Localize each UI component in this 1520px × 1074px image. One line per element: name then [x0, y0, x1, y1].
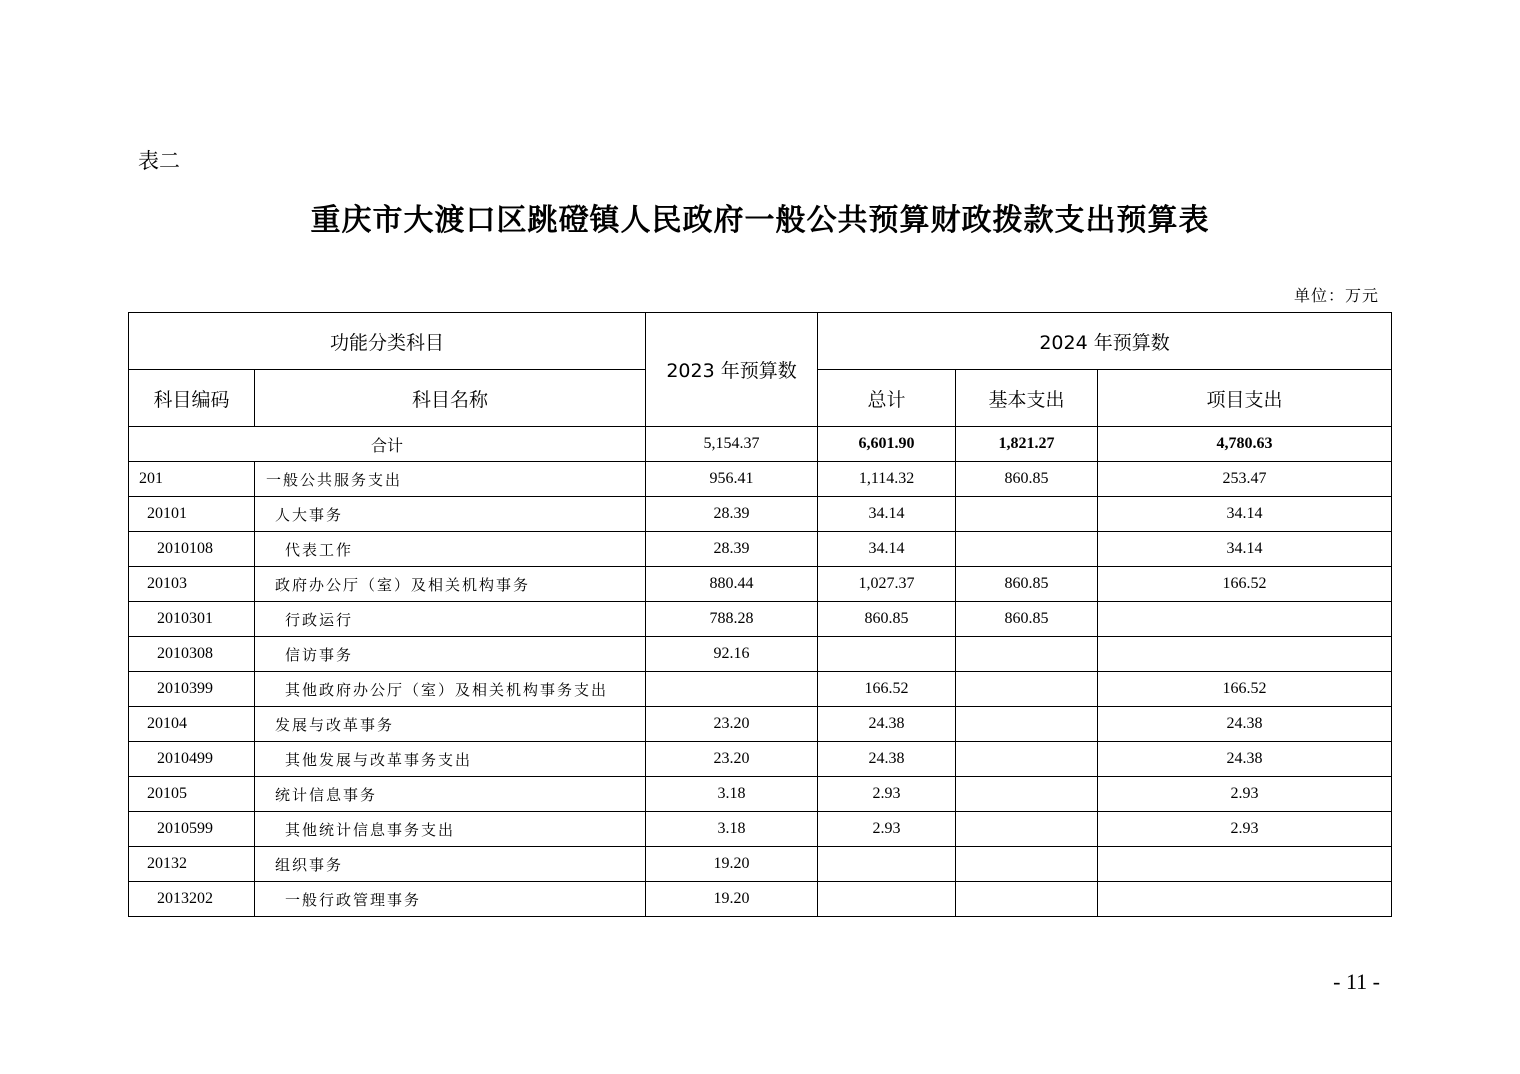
row-2023: 788.28 — [646, 602, 818, 637]
row-project: 24.38 — [1098, 742, 1392, 777]
row-project — [1098, 847, 1392, 882]
header-project: 项目支出 — [1098, 370, 1392, 427]
page-number: - 11 - — [1333, 969, 1380, 994]
row-code: 20103 — [129, 567, 255, 602]
row-project — [1098, 602, 1392, 637]
row-name: 其他发展与改革事务支出 — [255, 742, 646, 777]
row-code: 20101 — [129, 497, 255, 532]
row-code: 2010308 — [129, 637, 255, 672]
header-code: 科目编码 — [129, 370, 255, 427]
row-basic: 860.85 — [956, 462, 1098, 497]
header-budget-2024: 2024 年预算数 — [818, 313, 1392, 370]
row-code: 2010108 — [129, 532, 255, 567]
row-total — [818, 847, 956, 882]
table-row — [129, 497, 1392, 532]
total-2023: 5,154.37 — [646, 427, 818, 462]
row-name: 其他政府办公厅（室）及相关机构事务支出 — [255, 672, 646, 707]
row-2023: 956.41 — [646, 462, 818, 497]
row-basic — [956, 672, 1098, 707]
row-name: 信访事务 — [255, 637, 646, 672]
row-project: 166.52 — [1098, 672, 1392, 707]
row-basic: 860.85 — [956, 567, 1098, 602]
row-name: 其他统计信息事务支出 — [255, 812, 646, 847]
row-basic — [956, 742, 1098, 777]
row-code: 20132 — [129, 847, 255, 882]
row-total: 860.85 — [818, 602, 956, 637]
table-row — [129, 462, 1392, 497]
row-code: 2013202 — [129, 882, 255, 917]
table-row — [129, 707, 1392, 742]
row-code: 2010301 — [129, 602, 255, 637]
row-name: 统计信息事务 — [255, 777, 646, 812]
row-code: 20104 — [129, 707, 255, 742]
row-total: 166.52 — [818, 672, 956, 707]
row-code: 20105 — [129, 777, 255, 812]
row-basic — [956, 812, 1098, 847]
row-basic: 860.85 — [956, 602, 1098, 637]
header-basic: 基本支出 — [956, 370, 1098, 427]
row-total: 24.38 — [818, 742, 956, 777]
row-2023: 880.44 — [646, 567, 818, 602]
table-row — [129, 812, 1392, 847]
row-total: 2.93 — [818, 812, 956, 847]
row-name: 组织事务 — [255, 847, 646, 882]
row-project: 34.14 — [1098, 532, 1392, 567]
row-project — [1098, 882, 1392, 917]
total-2024-basic: 1,821.27 — [956, 427, 1098, 462]
row-2023: 23.20 — [646, 742, 818, 777]
row-total: 34.14 — [818, 532, 956, 567]
table-row — [129, 532, 1392, 567]
unit-note: 单位：万元 — [1293, 288, 1379, 305]
row-basic — [956, 532, 1098, 567]
row-project: 34.14 — [1098, 497, 1392, 532]
header-budget-2023: 2023 年预算数 — [646, 313, 818, 427]
row-2023: 28.39 — [646, 532, 818, 567]
row-code: 2010399 — [129, 672, 255, 707]
table-row — [129, 637, 1392, 672]
table-row — [129, 777, 1392, 812]
row-2023: 92.16 — [646, 637, 818, 672]
row-basic — [956, 497, 1098, 532]
row-name: 代表工作 — [255, 532, 646, 567]
header-functional: 功能分类科目 — [129, 313, 646, 370]
row-2023: 19.20 — [646, 847, 818, 882]
table-row — [129, 602, 1392, 637]
total-2024-project: 4,780.63 — [1098, 427, 1392, 462]
row-2023: 23.20 — [646, 707, 818, 742]
row-basic — [956, 777, 1098, 812]
row-project — [1098, 637, 1392, 672]
row-project: 253.47 — [1098, 462, 1392, 497]
row-name: 政府办公厅（室）及相关机构事务 — [255, 567, 646, 602]
row-total: 2.93 — [818, 777, 956, 812]
row-project: 24.38 — [1098, 707, 1392, 742]
header-total: 总计 — [818, 370, 956, 427]
row-name: 行政运行 — [255, 602, 646, 637]
header-name: 科目名称 — [255, 370, 646, 427]
row-project: 2.93 — [1098, 777, 1392, 812]
row-total: 1,027.37 — [818, 567, 956, 602]
row-name: 一般行政管理事务 — [255, 882, 646, 917]
row-2023: 3.18 — [646, 777, 818, 812]
row-total: 34.14 — [818, 497, 956, 532]
row-name: 发展与改革事务 — [255, 707, 646, 742]
row-basic — [956, 637, 1098, 672]
row-name: 人大事务 — [255, 497, 646, 532]
table-row — [129, 882, 1392, 917]
row-2023: 3.18 — [646, 812, 818, 847]
row-code: 201 — [129, 462, 255, 497]
row-2023 — [646, 672, 818, 707]
page-title: 重庆市大渡口区跳磴镇人民政府一般公共预算财政拨款支出预算表 — [310, 204, 1210, 237]
row-code: 2010599 — [129, 812, 255, 847]
table-row — [129, 847, 1392, 882]
total-row — [129, 427, 1392, 462]
row-total — [818, 882, 956, 917]
row-total: 1,114.32 — [818, 462, 956, 497]
row-code: 2010499 — [129, 742, 255, 777]
row-name: 一般公共服务支出 — [255, 462, 646, 497]
row-total — [818, 637, 956, 672]
row-2023: 19.20 — [646, 882, 818, 917]
table-label: 表二 — [138, 149, 180, 173]
total-label: 合计 — [129, 427, 646, 462]
row-2023: 28.39 — [646, 497, 818, 532]
table-row — [129, 567, 1392, 602]
total-2024-total: 6,601.90 — [818, 427, 956, 462]
table-row — [129, 672, 1392, 707]
table-row — [129, 742, 1392, 777]
row-basic — [956, 847, 1098, 882]
row-basic — [956, 707, 1098, 742]
row-total: 24.38 — [818, 707, 956, 742]
budget-table — [128, 312, 1392, 917]
row-basic — [956, 882, 1098, 917]
row-project: 166.52 — [1098, 567, 1392, 602]
row-project: 2.93 — [1098, 812, 1392, 847]
